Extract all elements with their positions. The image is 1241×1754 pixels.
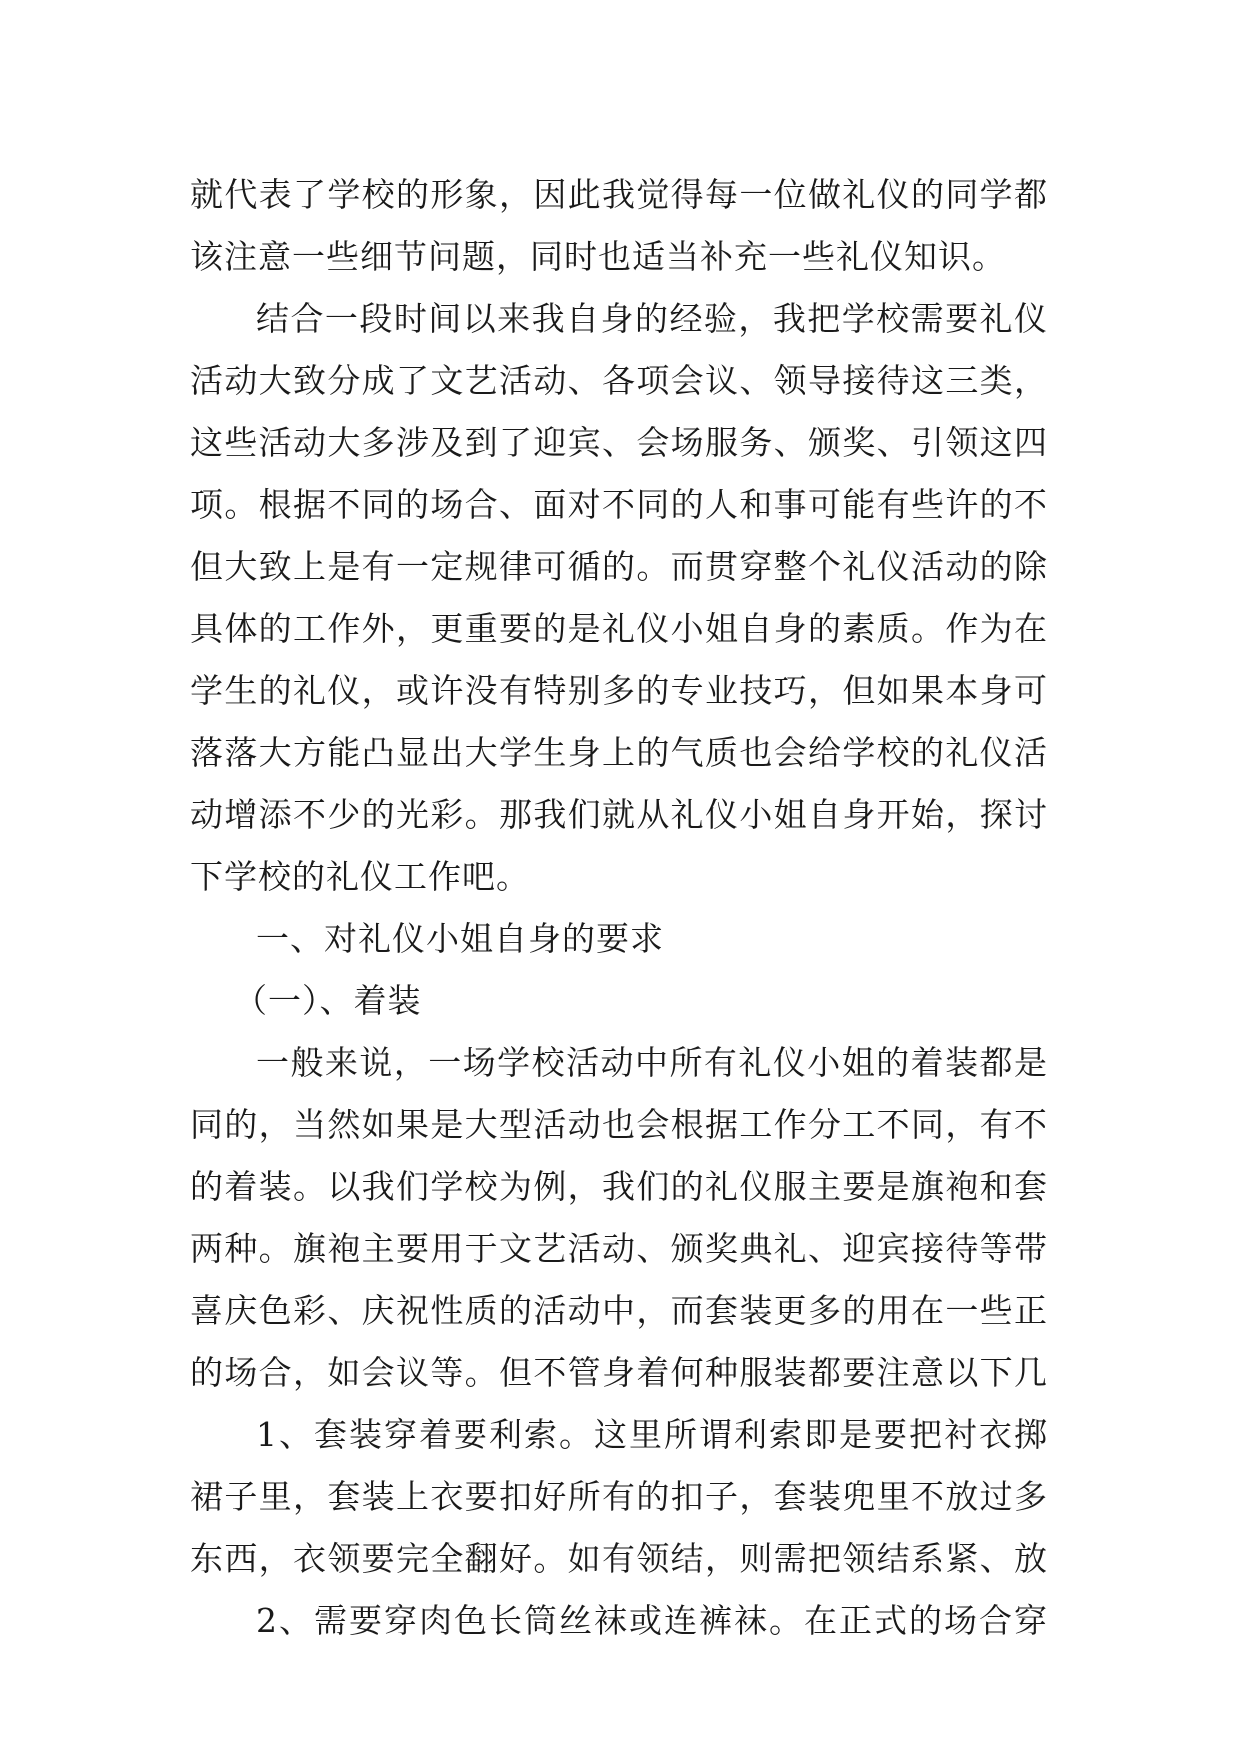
list-item-line: 2、需要穿肉色长筒丝袜或连裤袜。在正式的场合穿 xyxy=(256,1601,1048,1640)
text-line: 喜庆色彩、庆祝性质的活动中，而套装更多的用在一些正 xyxy=(190,1291,1048,1330)
section-heading: 一、对礼仪小姐自身的要求 xyxy=(256,919,664,958)
text-line: 的场合，如会议等。但不管身着何种服装都要注意以下几 xyxy=(190,1353,1048,1392)
list-item-line: 1、套装穿着要利索。这里所谓利索即是要把衬衣掷 xyxy=(256,1415,1048,1454)
text-line: 同的，当然如果是大型活动也会根据工作分工不同，有不 xyxy=(190,1105,1048,1144)
text-line: 学生的礼仪，或许没有特别多的专业技巧，但如果本身可 xyxy=(190,671,1048,710)
text-line: 的着装。以我们学校为例，我们的礼仪服主要是旗袍和套 xyxy=(190,1167,1048,1206)
text-line: 落落大方能凸显出大学生身上的气质也会给学校的礼仪活 xyxy=(190,733,1048,772)
text-line: 就代表了学校的形象，因此我觉得每一位做礼仪的同学都 xyxy=(190,175,1048,214)
text-line: 活动大致分成了文艺活动、各项会议、领导接待这三类， xyxy=(190,361,1048,400)
subsection-heading: （一）、着装 xyxy=(234,981,422,1020)
paragraph-start-line: 一般来说，一场学校活动中所有礼仪小姐的着装都是 xyxy=(256,1043,1048,1082)
text-line: 但大致上是有一定规律可循的。而贯穿整个礼仪活动的除 xyxy=(190,547,1048,586)
text-line: 裙子里，套装上衣要扣好所有的扣子，套装兜里不放过多 xyxy=(190,1477,1048,1516)
text-line: 这些活动大多涉及到了迎宾、会场服务、颁奖、引领这四 xyxy=(190,423,1048,462)
text-line: 两种。旗袍主要用于文艺活动、颁奖典礼、迎宾接待等带 xyxy=(190,1229,1048,1268)
text-line: 东西，衣领要完全翻好。如有领结，则需把领结系紧、放 xyxy=(190,1539,1048,1578)
text-line: 下学校的礼仪工作吧。 xyxy=(190,857,530,896)
text-line: 项。根据不同的场合、面对不同的人和事可能有些许的不 xyxy=(190,485,1048,524)
paragraph-start-line: 结合一段时间以来我自身的经验，我把学校需要礼仪 xyxy=(256,299,1048,338)
text-line: 动增添不少的光彩。那我们就从礼仪小姐自身开始，探讨 xyxy=(190,795,1048,834)
text-line: 具体的工作外，更重要的是礼仪小姐自身的素质。作为在 xyxy=(190,609,1048,648)
text-line: 该注意一些细节问题，同时也适当补充一些礼仪知识。 xyxy=(190,237,1006,276)
document-body xyxy=(190,164,1048,1652)
